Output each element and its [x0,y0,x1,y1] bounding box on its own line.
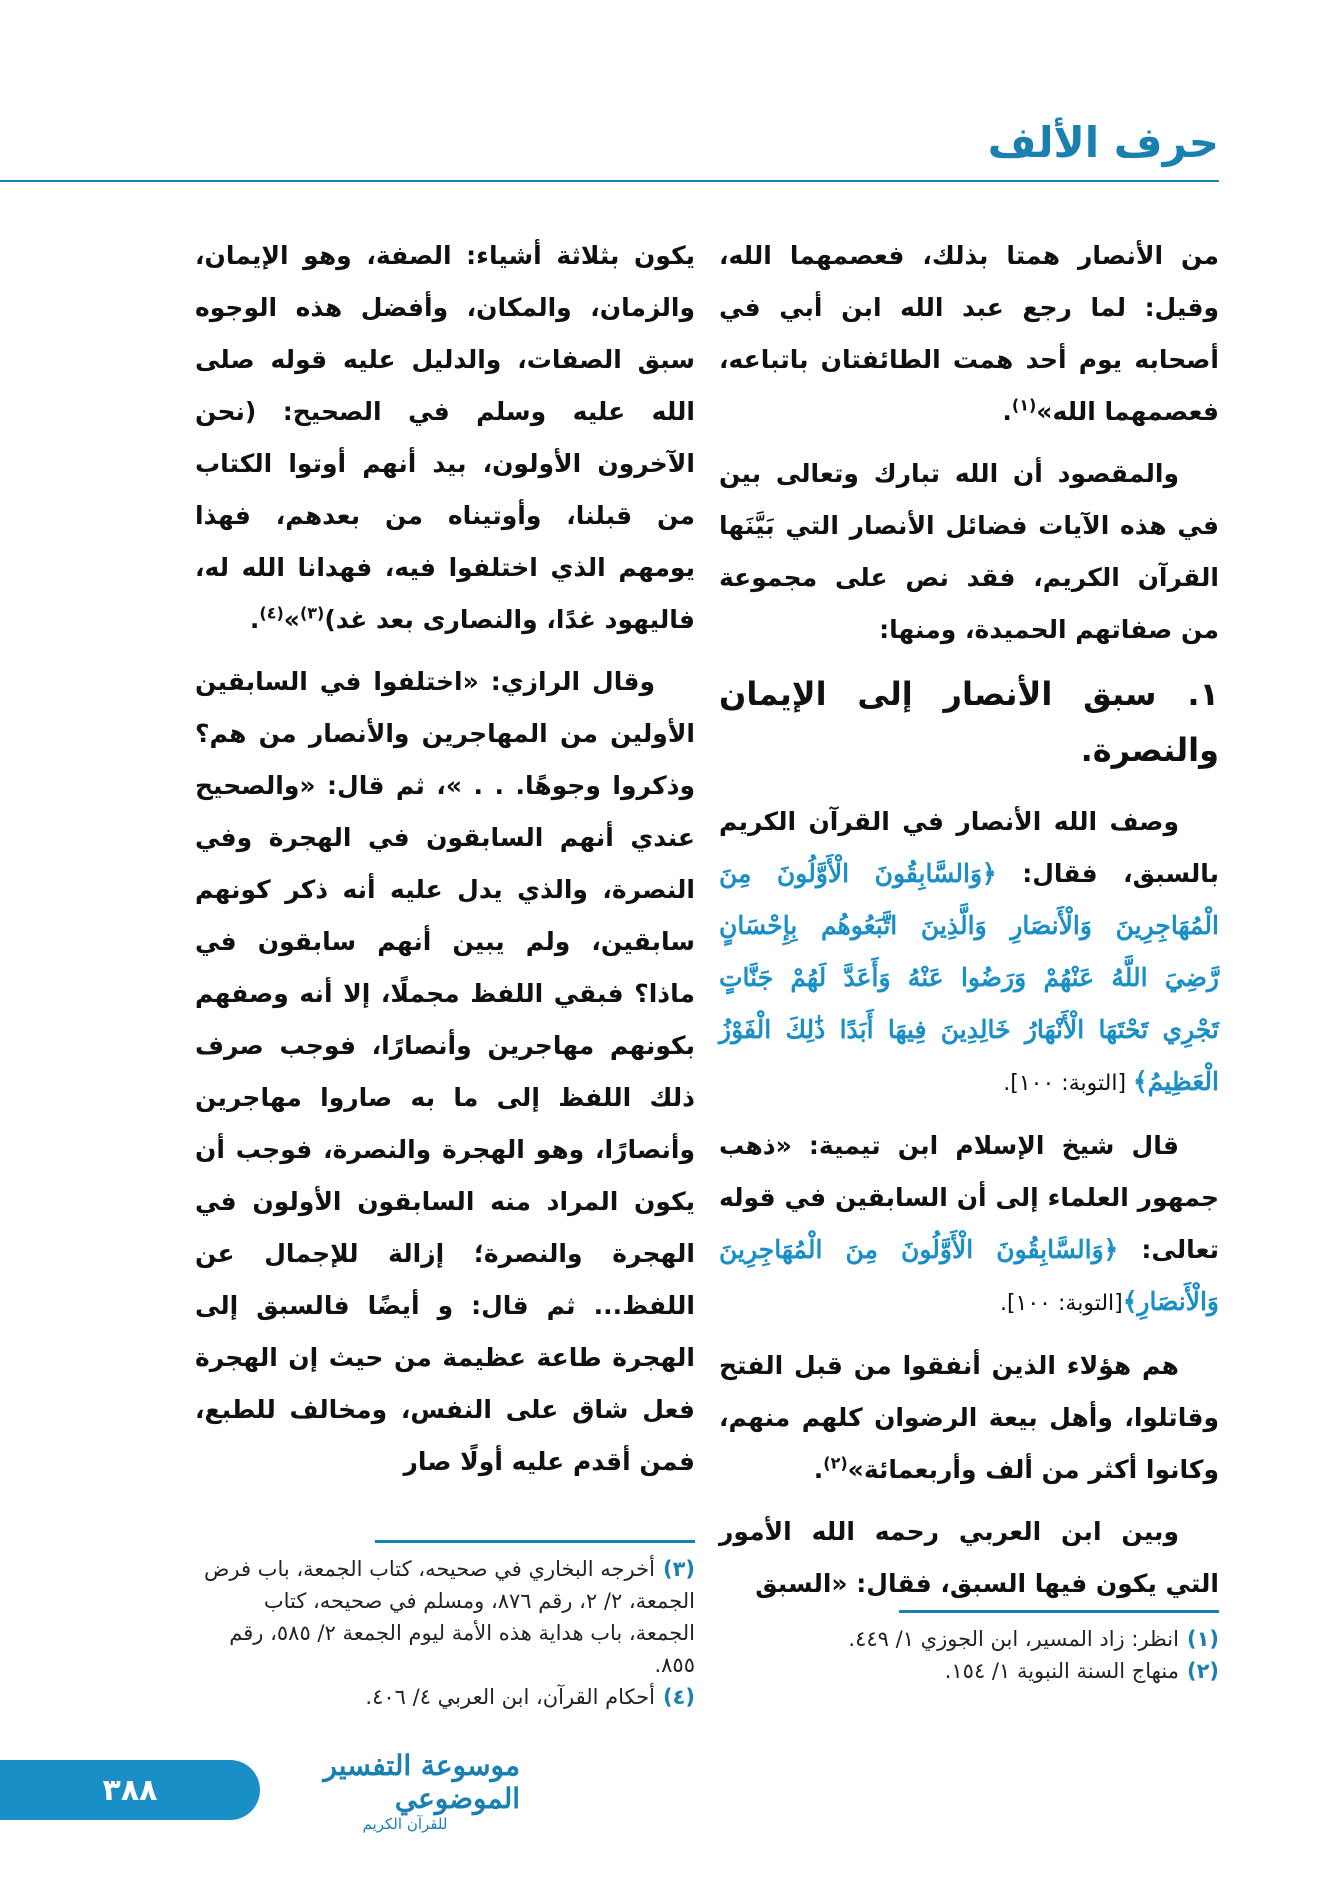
footnote-marker[interactable]: (٣) [299,603,325,623]
right-column [719,230,1219,1620]
punctuation: . [1002,397,1012,426]
footnote-number: (٣) [662,1557,695,1581]
paragraph-text: وصف الله الأنصار في القرآن الكريم بالسبق، فقال: [719,807,1219,888]
paragraph [719,1340,1219,1496]
paragraph-text: من الأنصار همتا بذلك، فعصمهما الله، وقيل: لما رجع عبد الله ابن أبي في أصحابه يوم أحد همت الطائفتان باتباعه، فعصمهما الله» [719,241,1219,426]
page-number: ٣٨٨ [102,1772,158,1808]
logo-title: موسوعة التفسير الموضوعي [323,1749,520,1815]
quran-verse: ﴿وَالسَّابِقُونَ الْأَوَّلُونَ مِنَ الْمُهَاجِرِينَ وَالْأَنصَارِ﴾ [719,1235,1219,1316]
footnotes-right [719,1610,1219,1687]
footnote-number: (٤) [662,1685,695,1709]
footnote-number: (١) [1186,1627,1219,1651]
footnote [195,1553,695,1681]
footnote-marker[interactable]: (٢) [823,1453,848,1473]
paragraph [719,230,1219,438]
punctuation: . [813,1455,824,1484]
footnote-text: أحكام القرآن، ابن العربي ٤/ ٤٠٦. [365,1685,655,1709]
paragraph [195,230,695,646]
section-title: حرف الألف [987,118,1219,167]
punctuation: » [283,605,300,634]
punctuation: . [249,605,260,634]
footnote [719,1623,1219,1655]
logo-subtitle: للقرآن الكريم [362,1815,448,1833]
left-column [195,230,695,1498]
footnote-divider [899,1610,1219,1613]
footnote-marker[interactable]: (٤) [259,603,284,623]
verse-reference: [التوبة: ١٠٠]. [1003,1071,1134,1096]
footnote-text: انظر: زاد المسير، ابن الجوزي ١/ ٤٤٩. [848,1627,1179,1651]
quran-verse: ﴿وَالسَّابِقُونَ الْأَوَّلُونَ مِنَ الْمُهَاجِرِينَ وَالْأَنصَارِ وَالَّذِينَ اتَّبَعُوهُم بِإِحْسَانٍ رَّضِيَ اللَّهُ عَنْهُمْ وَرَضُوا عَنْهُ وَأَعَدَّ لَهُمْ جَنَّاتٍ تَجْرِي تَحْتَهَا الْأَنْهَارُ خَالِدِينَ فِيهَا أَبَدًا ذَٰلِكَ الْفَوْزُ الْعَظِيمُ﴾ [719,859,1219,1096]
header-divider [0,180,1219,182]
paragraph: وبين ابن العربي رحمه الله الأمور التي يكون فيها السبق، فقال: «السبق [719,1517,1219,1598]
footnote-marker[interactable]: (١) [1011,395,1037,415]
paragraph [719,1120,1219,1330]
page-number-badge [0,1760,260,1820]
footnote-divider [375,1540,695,1543]
paragraph-text: يكون بثلاثة أشياء: الصفة، وهو الإيمان، والزمان، والمكان، وأفضل هذه الوجوه سبق الصفات، والدليل عليه قوله صلى الله عليه وسلم في الصحيح: (نحن الآخرون الأولون، بيد أنهم أوتوا الكتاب من قبلنا، وأوتيناه من بعدهم، فهذا يومهم الذي اختلفوا فيه، فهدانا الله له، فاليهود غدًا، والنصارى بعد غد) [195,241,695,634]
paragraph [719,796,1219,1110]
paragraph-text: قال شيخ الإسلام ابن تيمية: «ذهب جمهور العلماء إلى أن السابقين في قوله تعالى: [719,1131,1219,1264]
paragraph: والمقصود أن الله تبارك وتعالى بين في هذه الآيات فضائل الأنصار التي بَيَّنَها القرآن الكريم، فقد نص على مجموعة من صفاتهم الحميدة، ومنها: [719,459,1219,644]
verse-reference: [التوبة: ١٠٠]. [999,1291,1123,1316]
footnote-number: (٢) [1186,1659,1219,1683]
paragraph: وقال الرازي: «اختلفوا في السابقين الأولين من المهاجرين والأنصار من هم؟ وذكروا وجوهًا. . . »، ثم قال: «والصحيح عندي أنهم السابقون في الهجرة وفي النصرة، والذي يدل عليه أنه ذكر كونهم سابقين، ولم يبين أنهم سابقون في ماذا؟ فبقي اللفظ مجملًا، إلا أنه وصفهم بكونهم مهاجرين وأنصارًا، فوجب صرف ذلك اللفظ إلى ما به صاروا مهاجرين وأنصارًا، وهو الهجرة والنصرة، فوجب أن يكون المراد منه السابقون الأولون في الهجرة والنصرة؛ إزالة للإجمال عن اللفظ... ثم قال: و أيضًا فالسبق إلى الهجرة طاعة عظيمة من حيث إن الهجرة فعل شاق على النفس، ومخالف للطبع، فمن أقدم عليه أولًا صار [195,667,695,1476]
encyclopedia-logo [290,1749,520,1833]
footnote [719,1655,1219,1687]
footnotes-left [195,1540,695,1713]
footnote-text: منهاج السنة النبوية ١/ ١٥٤. [944,1659,1179,1683]
footnote-text: أخرجه البخاري في صحيحه، كتاب الجمعة، باب فرض الجمعة، ٢/ ٢، رقم ٨٧٦، ومسلم في صحيحه، كتاب الجمعة، باب هداية هذه الأمة ليوم الجمعة ٢/ ٥٨٥، رقم ٨٥٥. [203,1557,695,1677]
paragraph-text: هم هؤلاء الذين أنفقوا من قبل الفتح وقاتلوا، وأهل بيعة الرضوان كلهم منهم، وكانوا أكثر من ألف وأربعمائة» [719,1351,1219,1484]
list-heading: ١. سبق الأنصار إلى الإيمان والنصرة. [719,675,1219,769]
footnote [195,1681,695,1713]
